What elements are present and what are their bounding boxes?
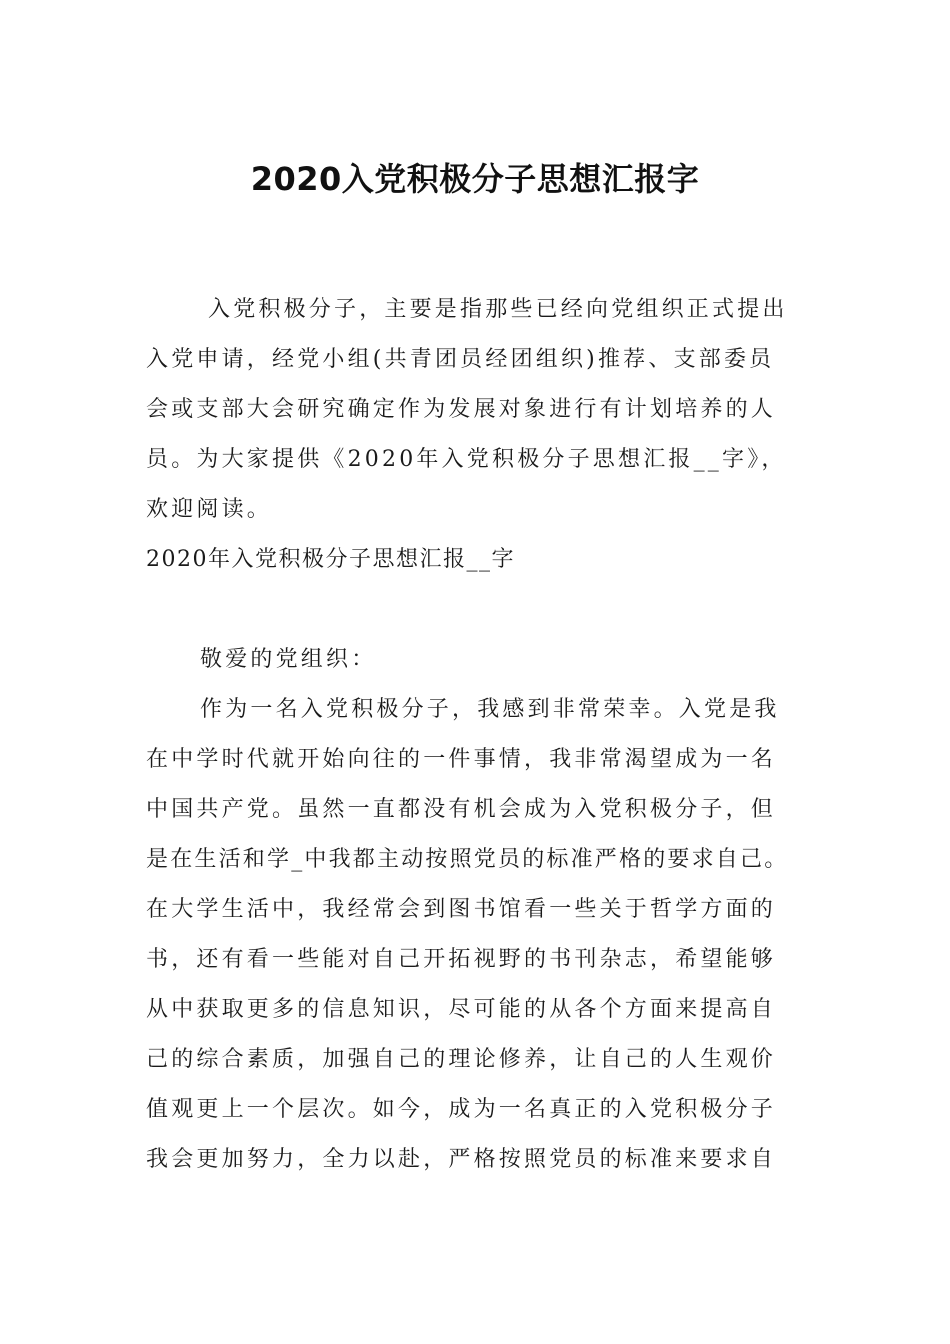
subheading: 2020年入党积极分子思想汇报__字 [146, 547, 515, 572]
document-title: 2020入党积极分子思想汇报字 [250, 160, 700, 198]
letter-line: 值观更上一个层次。如今，成为一名真正的入党积极分子 [146, 1097, 777, 1122]
intro-line: 员。为大家提供《2020年入党积极分子思想汇报__字》， [146, 447, 787, 472]
letter-line: 书，还有看一些能对自己开拓视野的书刊杂志，希望能够 [146, 947, 777, 972]
salutation: 敬爱的党组织： [200, 647, 377, 672]
letter-line: 是在生活和学_中我都主动按照党员的标准严格的要求自己。 [146, 847, 789, 872]
letter-line: 中国共产党。虽然一直都没有机会成为入党积极分子，但 [146, 797, 777, 822]
intro-line: 入党申请，经党小组(共青团员经团组织)推荐、支部委员 [146, 347, 775, 372]
letter-line: 我会更加努力，全力以赴，严格按照党员的标准来要求自 [146, 1147, 777, 1172]
letter-line: 在中学时代就开始向往的一件事情，我非常渴望成为一名 [146, 747, 777, 772]
intro-line: 会或支部大会研究确定作为发展对象进行有计划培养的人 [146, 397, 777, 422]
letter-line: 己的综合素质，加强自己的理论修养，让自己的人生观价 [146, 1047, 777, 1072]
letter-line: 作为一名入党积极分子，我感到非常荣幸。入党是我 [200, 697, 780, 722]
intro-line: 欢迎阅读。 [146, 497, 273, 522]
letter-line: 从中获取更多的信息知识，尽可能的从各个方面来提高自 [146, 997, 777, 1022]
intro-line: 入党积极分子，主要是指那些已经向党组织正式提出 [208, 297, 788, 322]
letter-line: 在大学生活中，我经常会到图书馆看一些关于哲学方面的 [146, 897, 777, 922]
